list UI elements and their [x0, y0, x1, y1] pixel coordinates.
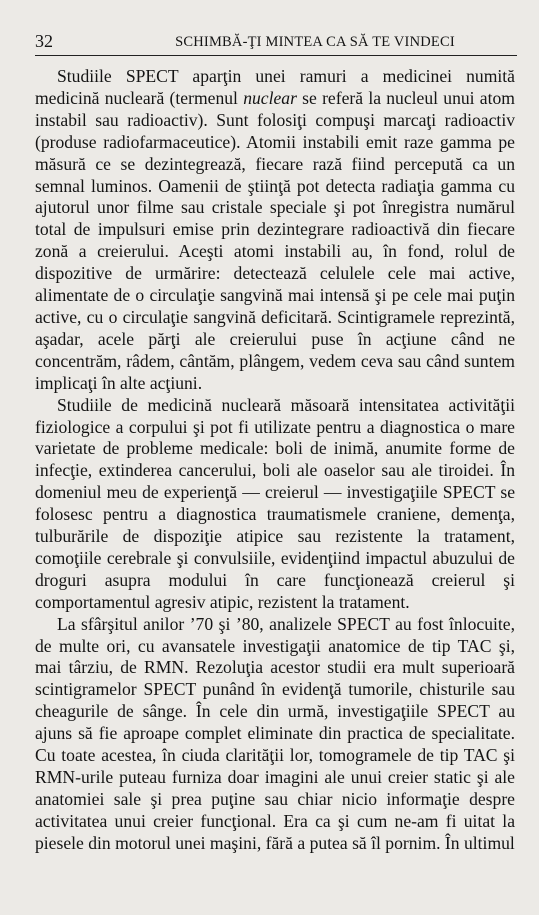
paragraph [35, 66, 515, 395]
page-header [35, 30, 515, 52]
italic-term: nuclear [243, 87, 297, 108]
running-title: SCHIMBĂ-ŢI MINTEA CA SĂ TE VINDECI [175, 34, 455, 50]
paragraph: Studiile de medicină nucleară măsoară intensitatea activităţii fiziologice a corpului şi pot fi utilizate pentru a diagnostica o mare varietate de probleme medicale: boli de inimă, anumite forme de infecţie, extinderea cancerului, boli ale oaselor sau ale tiroidei. În domeniul meu de experienţă — creierul — investigaţiile SPECT se folosesc pentru a diagnostica traumatismele craniene, demenţa, tulburările de dispoziţie atipice sau rezistente la tratament, comoţiile cerebrale şi convulsiile, evidenţiind impactul abuzului de droguri asupra modului în care funcţionează creierul şi comportamentul agresiv atipic, rezistent la tratament. [35, 394, 515, 612]
page-number: 32 [35, 31, 53, 51]
paragraph: La sfârşitul anilor ’70 şi ’80, analizele SPECT au fost înlocuite, de multe ori, cu avansatele investigaţii anatomice de tip TAC şi, mai târziu, de RMN. Rezoluţia acestor studii era mult superioară scintigramelor SPECT punând în evidenţă tumorile, chisturile sau cheagurile de sânge. În cele din urmă, investigaţiile SPECT au ajuns să fie aproape complet eliminate din practica de specialitate. Cu toate acestea, în ciuda clarităţii lor, tomogramele de tip TAC şi RMN-urile puteau furniza doar imagini ale unui creier static şi ale anatomiei sale şi prea puţine sau chiar nicio informaţie despre activitatea unui creier funcţional. Era ca şi cum ne-am fi uitat la piesele din motorul unei maşini, fără a putea să îl pornim. În ultimul [35, 613, 515, 853]
header-rule [35, 55, 517, 56]
body-text [35, 66, 515, 855]
paragraph-text: Studiile SPECT aparţin unei ramuri a medicinei numită medicină nucleară (termenul [35, 66, 515, 108]
paragraph-text: se referă la nucleul unui atom instabil sau radioactiv). Sunt folosiţi compuşi marcaţi radioactiv (produse radiofarmaceutice). Atomii instabili emit raze gamma pe măsură ce se dezintegrează, fiecare rază fiind percepută ca un semnal luminos. Oamenii de ştiinţă pot detecta radiaţia gamma cu ajutorul unor filme sau cristale speciale şi pot înregistra numărul total de impulsuri emise prin dezintegrare radioactivă din fiecare zonă a creierului. Aceşti atomi instabili au, în fond, rolul de dispozitive de urmărire: detectează celulele cele mai active, alimentate de o circulaţie sangvină mai intensă şi pe cele mai puţin active, cu o circulaţie sangvină deficitară. Scintigramele reprezintă, aşadar, acele părţi ale creierului puse în acţiune când ne concentrăm, râdem, cântăm, plângem, vedem ceva sau când suntem implicaţi în alte acţiuni. [35, 87, 515, 393]
